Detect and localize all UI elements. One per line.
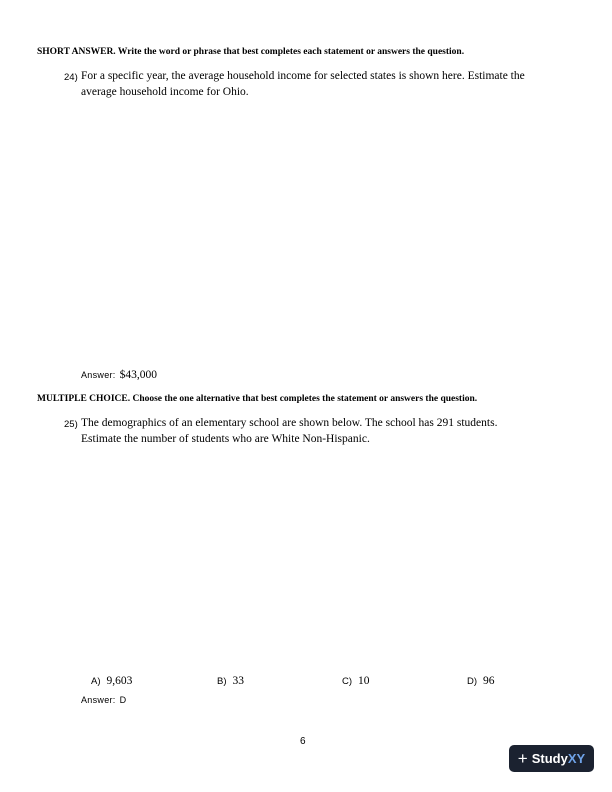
question-25-line-1: The demographics of an elementary school are shown below. The school has 291 students. <box>81 417 498 429</box>
answer-value: D <box>119 695 127 705</box>
choice-d[interactable] <box>467 671 495 689</box>
question-24-text <box>81 68 581 100</box>
choice-a[interactable] <box>91 671 132 689</box>
choice-a-letter: A) <box>91 676 101 687</box>
choice-d-value: 96 <box>483 675 495 687</box>
question-25-text <box>81 415 581 447</box>
brand-study: Study <box>531 751 568 766</box>
answer-label: Answer: <box>81 695 116 705</box>
choice-c[interactable] <box>342 671 370 689</box>
question-number-25: 25) <box>64 419 78 430</box>
multiple-choice-header: MULTIPLE CHOICE. Choose the one alternative that best completes the statement or answers the question. <box>37 394 478 404</box>
choice-c-letter: C) <box>342 676 353 687</box>
choice-b-value: 33 <box>232 675 244 687</box>
answer-value: $43,000 <box>119 369 157 381</box>
answer-label: Answer: <box>81 370 116 380</box>
choice-b-letter: B) <box>217 676 227 687</box>
question-number-24: 24) <box>64 72 78 83</box>
question-24-line-2: average household income for Ohio. <box>81 86 249 98</box>
choice-a-value: 9,603 <box>106 675 133 687</box>
studyxy-badge[interactable] <box>509 745 594 772</box>
plus-icon: + <box>517 749 528 768</box>
brand-xy: XY <box>567 751 586 766</box>
answer-24 <box>81 365 157 383</box>
question-25-line-2: Estimate the number of students who are White Non-Hispanic. <box>81 433 370 445</box>
choice-b[interactable] <box>217 671 244 689</box>
question-24-line-1: For a specific year, the average household income for selected states is shown here. Estimate the <box>81 70 525 82</box>
choice-c-value: 10 <box>358 675 370 687</box>
short-answer-header: SHORT ANSWER. Write the word or phrase that best completes each statement or answers the question. <box>37 47 465 57</box>
answer-25 <box>81 690 126 708</box>
choice-d-letter: D) <box>467 676 478 687</box>
page-number: 6 <box>300 736 306 747</box>
